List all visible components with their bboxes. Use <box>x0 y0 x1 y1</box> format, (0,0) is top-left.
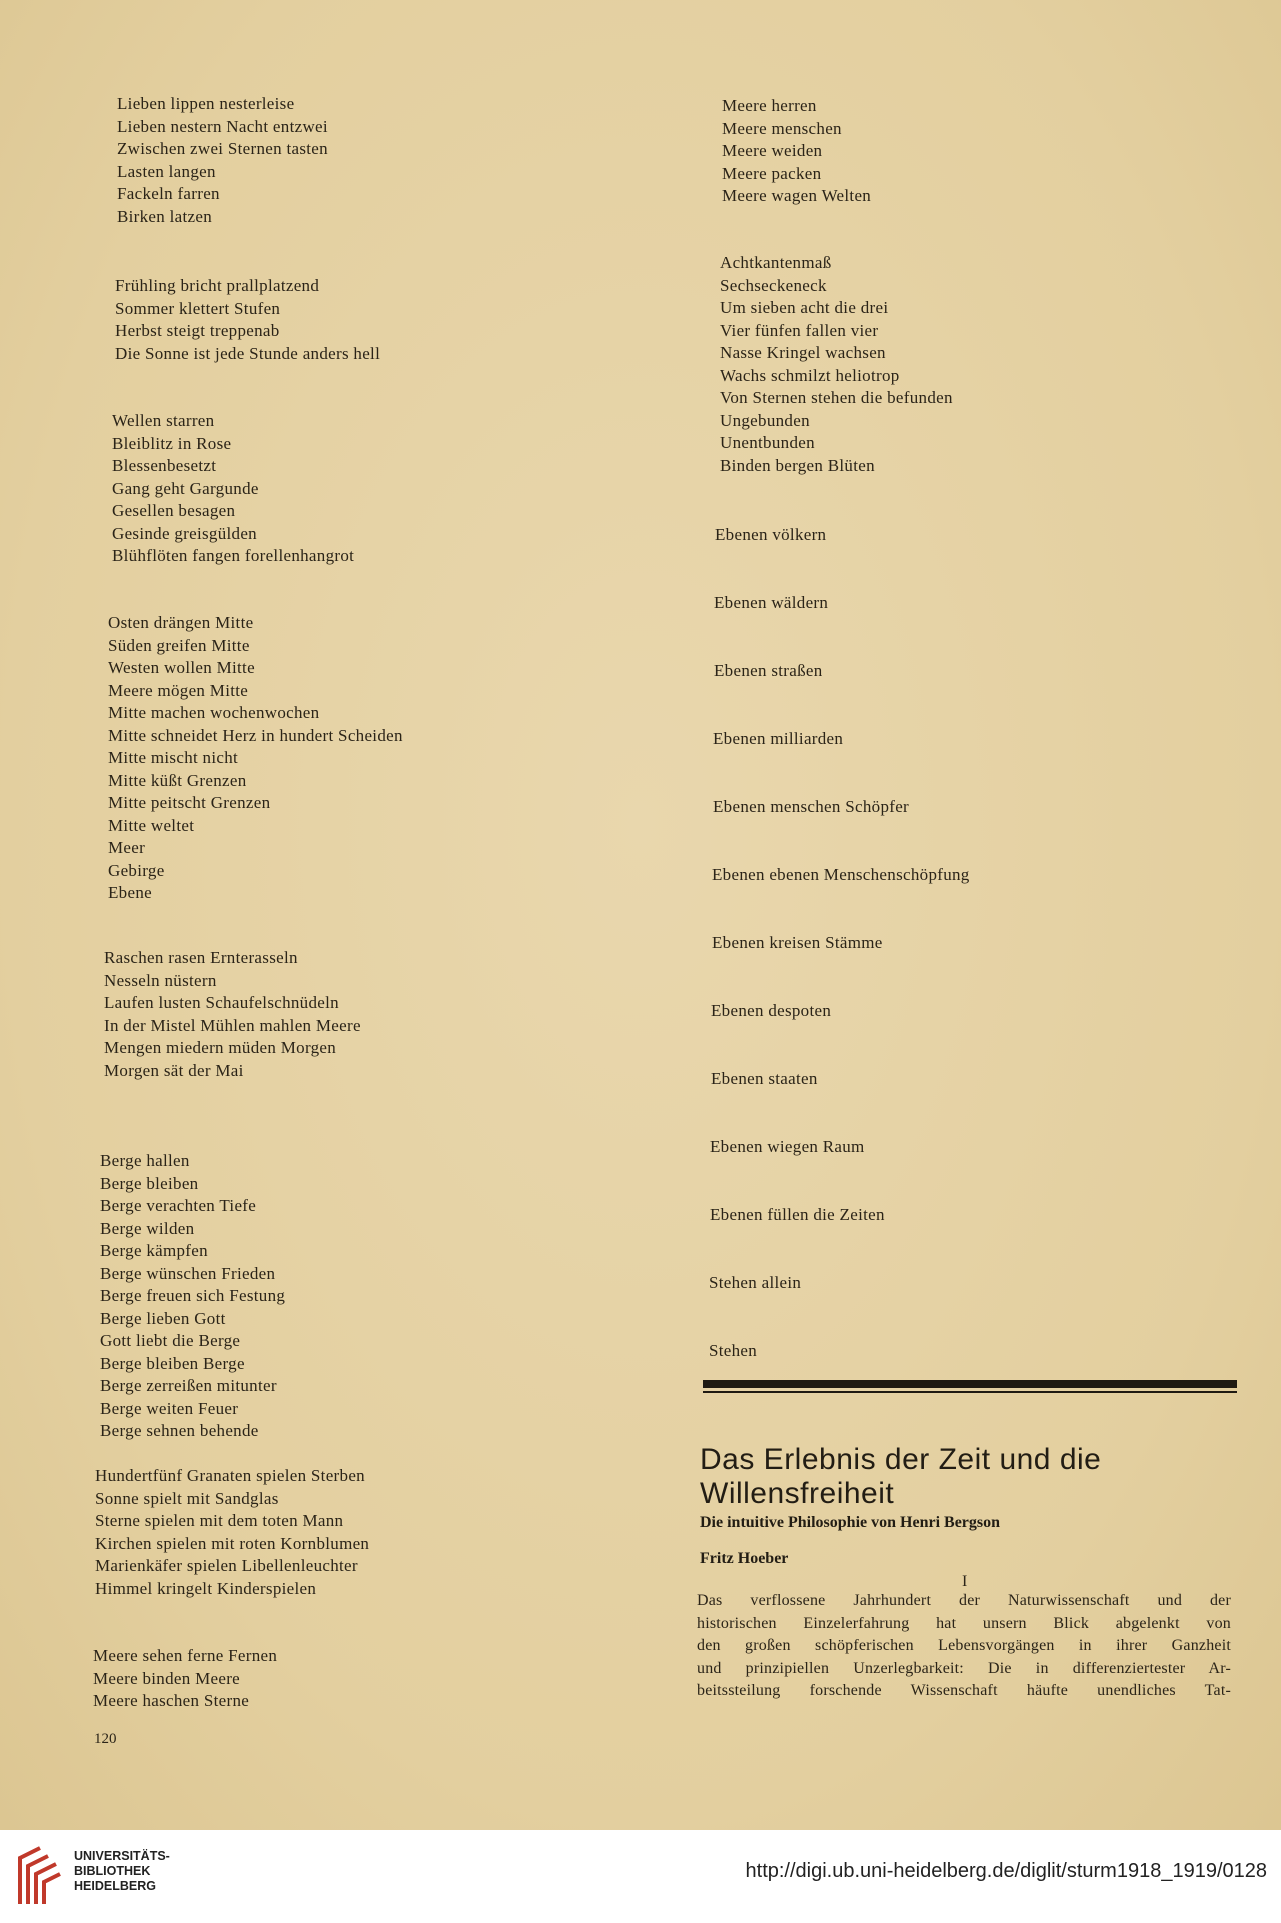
poem-line: Berge wilden <box>100 1218 195 1238</box>
poem-line: Süden greifen Mitte <box>108 635 250 655</box>
footer-bar <box>0 1830 1281 1923</box>
poem-line: Ebene <box>108 883 152 902</box>
library-name-line3: HEIDELBERG <box>74 1879 156 1893</box>
left-stanza <box>95 1465 369 1600</box>
logo-strokes <box>20 1848 60 1904</box>
poem-line: Binden bergen Blüten <box>720 455 875 475</box>
article-subtitle: Die intuitive Philosophie von Henri Bergson <box>700 1514 1001 1531</box>
poem-line: Meer <box>108 838 146 857</box>
section-numeral: I <box>962 1573 968 1590</box>
library-name-line2: BIBLIOTHEK <box>74 1864 151 1878</box>
poem-line: Stehen allein <box>709 1273 802 1292</box>
poem-line: Marienkäfer spielen Libellenleuchter <box>95 1556 358 1575</box>
left-stanza <box>117 93 328 228</box>
poem-line: Himmel kringelt Kinderspielen <box>95 1578 317 1598</box>
poem-line: Ebenen despoten <box>711 1001 832 1020</box>
university-library-logo-icon <box>14 1844 64 1910</box>
poem-line: Meere weiden <box>722 141 823 160</box>
article-author: Fritz Hoeber <box>700 1550 789 1567</box>
poem-line: Nasse Kringel wachsen <box>720 343 886 362</box>
poem-line: Lasten langen <box>117 161 216 181</box>
article-title <box>700 1443 1260 1511</box>
poem-line: Unentbunden <box>720 433 815 452</box>
poem-line: Mitte peitscht Grenzen <box>108 793 271 812</box>
article-body-line: historischen Einzelerfahrung hat unsern Blick abgelenkt von <box>697 1614 1231 1632</box>
poem-line: Ebenen wiegen Raum <box>710 1137 865 1156</box>
poem-line: Die Sonne ist jede Stunde anders hell <box>115 343 381 363</box>
poem-line: Gebirge <box>108 860 165 880</box>
poem-line: Ebenen füllen die Zeiten <box>710 1205 885 1224</box>
poem-line: Ungebunden <box>720 410 810 430</box>
poem-line: Berge lieben Gott <box>100 1308 226 1328</box>
poem-line: Kirchen spielen mit roten Kornblumen <box>95 1533 370 1553</box>
poem-line: Berge weiten Feuer <box>100 1398 239 1418</box>
page-number: 120 <box>94 1731 117 1747</box>
poem-line: Morgen sät der Mai <box>104 1060 244 1080</box>
poem-line: Blessenbesetzt <box>112 456 217 475</box>
article-body-line: den großen schöpferischen Lebensvorgängen in ihrer Ganzheit <box>697 1637 1231 1654</box>
left-stanza <box>100 1150 285 1443</box>
poem-line: Meere binden Meere <box>93 1668 240 1688</box>
poem-line: Sterne spielen mit dem toten Mann <box>95 1511 344 1530</box>
poem-line: Ebenen milliarden <box>713 729 844 748</box>
poem-line: Berge freuen sich Festung <box>100 1286 286 1305</box>
library-name-line1: UNIVERSITÄTS- <box>74 1849 170 1863</box>
poem-line: Bleiblitz in Rose <box>112 433 232 453</box>
poem-line: Von Sternen stehen die befunden <box>720 388 953 407</box>
poem-line: Lieben lippen nesterleise <box>117 94 295 113</box>
rule-thick <box>703 1380 1237 1388</box>
poem-line: Westen wollen Mitte <box>108 658 255 677</box>
right-stanza <box>720 252 953 477</box>
poem-line: Meere packen <box>722 163 822 183</box>
poem-line: Wachs schmilzt heliotrop <box>720 365 900 385</box>
poem-line: Vier fünfen fallen vier <box>720 320 879 340</box>
poem-line: Berge bleiben Berge <box>100 1353 245 1373</box>
poem-line: Meere wagen Welten <box>722 186 872 205</box>
right-stanza <box>722 95 871 208</box>
poem-line: Ebenen wäldern <box>714 593 829 612</box>
poem-line: In der Mistel Mühlen mahlen Meere <box>104 1015 361 1035</box>
poem-line: Berge sehnen behende <box>100 1421 259 1440</box>
poem-line: Frühling bricht prallplatzend <box>115 276 320 295</box>
poem-line: Raschen rasen Ernterasseln <box>104 948 298 967</box>
poem-line: Herbst steigt treppenab <box>115 321 280 340</box>
poem-line: Hundertfünf Granaten spielen Sterben <box>95 1466 365 1485</box>
left-stanza <box>115 275 380 365</box>
double-rule-divider <box>703 1380 1237 1394</box>
poem-line: Gott liebt die Berge <box>100 1331 241 1350</box>
poem-line: Berge hallen <box>100 1151 190 1170</box>
poem-line: Sechseckeneck <box>720 275 827 295</box>
poem-line: Um sieben acht die drei <box>720 298 889 317</box>
poem-line: Sommer klettert Stufen <box>115 298 281 318</box>
poem-line: Lieben nestern Nacht entzwei <box>117 116 328 136</box>
poem-line: Wellen starren <box>112 411 215 430</box>
poem-line: Nesseln nüstern <box>104 970 217 990</box>
poem-line: Berge bleiben <box>100 1173 199 1193</box>
library-name <box>74 1849 170 1894</box>
poem-line: Mitte machen wochenwochen <box>108 703 320 722</box>
poem-line: Meere haschen Sterne <box>93 1691 250 1710</box>
poem-line: Meere herren <box>722 96 817 115</box>
article-title-line2: Willensfreiheit <box>700 1477 895 1510</box>
article-body-line: Das verflossene Jahrhundert der Naturwissenschaft und der <box>697 1592 1231 1609</box>
article-body <box>697 1590 1231 1703</box>
poem-line: Birken latzen <box>117 206 213 226</box>
poem-line: Blühflöten fangen forellenhangrot <box>112 546 355 565</box>
poem-line: Ebenen kreisen Stämme <box>712 933 883 952</box>
poem-line: Mitte schneidet Herz in hundert Scheiden <box>108 725 403 745</box>
poem-line: Zwischen zwei Sternen tasten <box>117 139 328 158</box>
poem-line: Mengen miedern müden Morgen <box>104 1038 337 1057</box>
poem-line: Ebenen straßen <box>714 661 823 680</box>
poem-line: Meere sehen ferne Fernen <box>93 1646 278 1665</box>
poem-line: Ebenen völkern <box>715 525 827 544</box>
left-stanza <box>93 1645 277 1713</box>
poem-line: Ebenen menschen Schöpfer <box>713 797 910 816</box>
article-body-line: beitssteilung forschende Wissenschaft häufte unendliches Tat- <box>697 1682 1231 1699</box>
poem-line: Mitte küßt Grenzen <box>108 770 247 790</box>
left-stanza <box>104 947 361 1082</box>
poem-line: Ebenen staaten <box>711 1069 818 1088</box>
article-body-line: und prinzipiellen Unzerlegbarkeit: Die in differenziertester Ar- <box>697 1659 1231 1677</box>
left-stanza <box>112 410 354 568</box>
poem-line: Mitte weltet <box>108 815 195 835</box>
poem-line: Osten drängen Mitte <box>108 613 254 632</box>
article-title-line1: Das Erlebnis der Zeit und die <box>700 1443 1102 1476</box>
poem-line: Achtkantenmaß <box>720 253 832 272</box>
poem-line: Gang geht Gargunde <box>112 478 259 498</box>
poem-line: Ebenen ebenen Menschenschöpfung <box>712 865 970 884</box>
poem-line: Meere menschen <box>722 118 842 138</box>
poem-line: Mitte mischt nicht <box>108 748 239 767</box>
poem-line: Berge verachten Tiefe <box>100 1196 257 1215</box>
poem-line: Fackeln farren <box>117 184 220 203</box>
poem-line: Meere mögen Mitte <box>108 680 249 700</box>
poem-line: Berge zerreißen mitunter <box>100 1376 277 1395</box>
poem-line: Gesellen besagen <box>112 501 236 520</box>
poem-line: Stehen <box>709 1341 758 1360</box>
poem-line: Gesinde greisgülden <box>112 523 257 543</box>
poem-line: Berge kämpfen <box>100 1241 208 1260</box>
left-stanza <box>108 612 403 905</box>
source-url-link[interactable]: http://digi.ub.uni-heidelberg.de/diglit/sturm1918_1919/0128 <box>745 1860 1267 1882</box>
poem-line: Laufen lusten Schaufelschnüdeln <box>104 993 339 1012</box>
poem-line: Berge wünschen Frieden <box>100 1263 276 1283</box>
poem-line: Sonne spielt mit Sandglas <box>95 1488 279 1508</box>
rule-thin <box>703 1391 1237 1393</box>
